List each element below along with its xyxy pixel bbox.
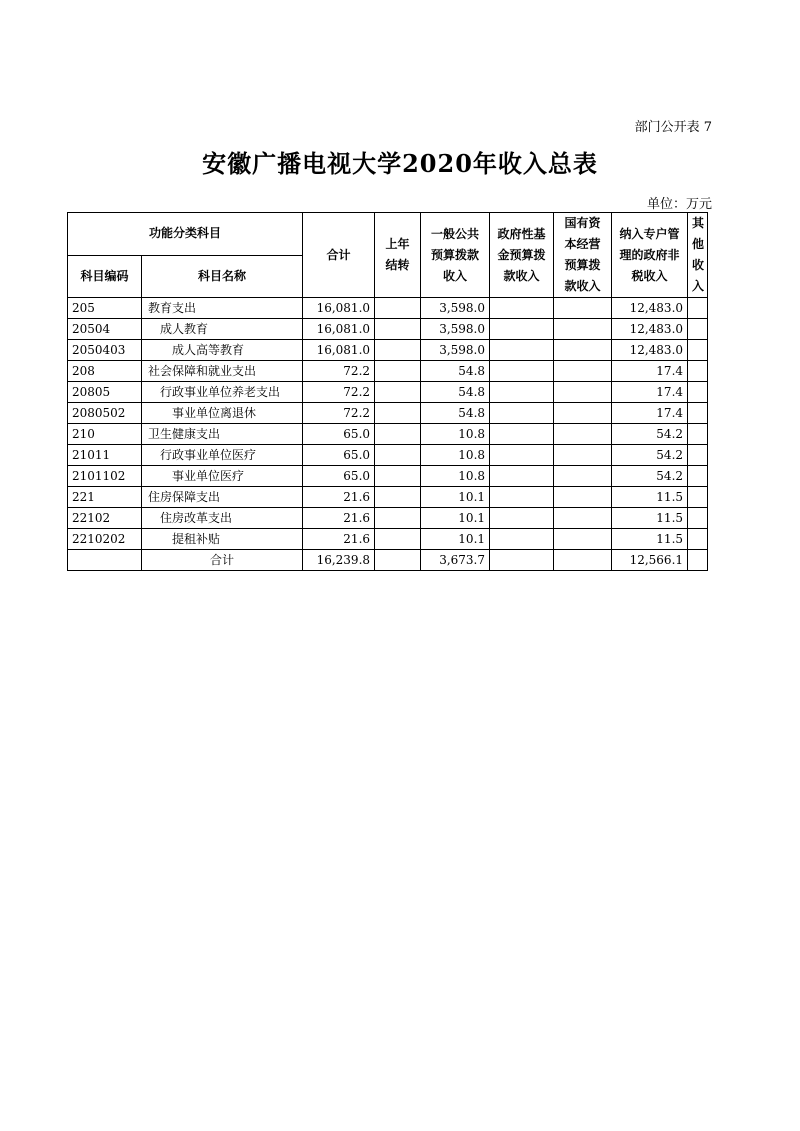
cell-code: 21011 [68, 445, 142, 466]
cell-total: 16,081.0 [303, 319, 375, 340]
cell-carryover [375, 550, 421, 571]
cell-general: 10.8 [421, 424, 490, 445]
cell-carryover [375, 298, 421, 319]
cell-code: 2080502 [68, 403, 142, 424]
cell-other [688, 445, 708, 466]
table-row [68, 508, 708, 529]
cell-stateasset [554, 403, 612, 424]
cell-total: 65.0 [303, 445, 375, 466]
cell-stateasset [554, 550, 612, 571]
unit-label: 单位：万元 [646, 197, 712, 212]
cell-general: 3,598.0 [421, 319, 490, 340]
cell-total: 21.6 [303, 508, 375, 529]
cell-general: 10.1 [421, 508, 490, 529]
table-row [68, 298, 708, 319]
table-number: 部门公开表 7 [634, 120, 712, 135]
cell-stateasset [554, 319, 612, 340]
cell-nontax: 17.4 [612, 403, 688, 424]
cell-carryover [375, 361, 421, 382]
cell-name: 合计 [142, 550, 303, 571]
cell-stateasset [554, 508, 612, 529]
cell-other [688, 340, 708, 361]
cell-other [688, 487, 708, 508]
cell-govfund [490, 298, 554, 319]
header-code: 科目编码 [68, 255, 142, 298]
cell-nontax: 11.5 [612, 529, 688, 550]
cell-other [688, 550, 708, 571]
cell-govfund [490, 319, 554, 340]
cell-code: 2210202 [68, 529, 142, 550]
total-row [68, 550, 708, 571]
table-row [68, 382, 708, 403]
cell-code: 22102 [68, 508, 142, 529]
cell-general: 10.1 [421, 487, 490, 508]
cell-name: 成人高等教育 [142, 340, 303, 361]
cell-general: 3,673.7 [421, 550, 490, 571]
cell-name: 事业单位离退休 [142, 403, 303, 424]
cell-nontax: 11.5 [612, 508, 688, 529]
cell-total: 72.2 [303, 403, 375, 424]
table-row [68, 529, 708, 550]
cell-govfund [490, 550, 554, 571]
table-row [68, 445, 708, 466]
table-body [68, 298, 708, 571]
cell-carryover [375, 340, 421, 361]
cell-other [688, 361, 708, 382]
cell-total: 16,239.8 [303, 550, 375, 571]
page-title: 安徽广播电视大学2020年收入总表 [202, 149, 598, 178]
cell-name: 住房改革支出 [142, 508, 303, 529]
header-non-tax: 纳入专户管 理的政府非 税收入 [612, 213, 688, 298]
cell-govfund [490, 361, 554, 382]
cell-nontax: 17.4 [612, 382, 688, 403]
cell-carryover [375, 529, 421, 550]
cell-total: 72.2 [303, 382, 375, 403]
header-carryover: 上年 结转 [375, 213, 421, 298]
cell-stateasset [554, 424, 612, 445]
cell-govfund [490, 508, 554, 529]
cell-nontax: 12,483.0 [612, 298, 688, 319]
cell-general: 54.8 [421, 382, 490, 403]
cell-carryover [375, 466, 421, 487]
cell-name: 社会保障和就业支出 [142, 361, 303, 382]
cell-carryover [375, 319, 421, 340]
cell-name: 教育支出 [142, 298, 303, 319]
cell-code: 208 [68, 361, 142, 382]
cell-stateasset [554, 445, 612, 466]
table-row [68, 466, 708, 487]
cell-name: 行政事业单位养老支出 [142, 382, 303, 403]
cell-other [688, 298, 708, 319]
header-gov-fund: 政府性基 金预算拨 款收入 [490, 213, 554, 298]
cell-nontax: 12,566.1 [612, 550, 688, 571]
cell-total: 16,081.0 [303, 340, 375, 361]
cell-nontax: 54.2 [612, 466, 688, 487]
header-state-capital: 国有资 本经营 预算拨 款收入 [554, 213, 612, 298]
cell-general: 10.8 [421, 445, 490, 466]
cell-code: 2101102 [68, 466, 142, 487]
cell-total: 72.2 [303, 361, 375, 382]
cell-general: 10.8 [421, 466, 490, 487]
table-header [68, 213, 708, 298]
cell-govfund [490, 529, 554, 550]
cell-stateasset [554, 298, 612, 319]
cell-code: 205 [68, 298, 142, 319]
cell-total: 21.6 [303, 529, 375, 550]
cell-stateasset [554, 529, 612, 550]
cell-carryover [375, 445, 421, 466]
cell-name: 行政事业单位医疗 [142, 445, 303, 466]
cell-name: 提租补贴 [142, 529, 303, 550]
header-other: 其他 收入 [688, 213, 708, 298]
header-total: 合计 [303, 213, 375, 298]
cell-stateasset [554, 361, 612, 382]
cell-name: 卫生健康支出 [142, 424, 303, 445]
table-row [68, 361, 708, 382]
cell-name: 住房保障支出 [142, 487, 303, 508]
cell-code: 2050403 [68, 340, 142, 361]
header-general-budget: 一般公共 预算拨款 收入 [421, 213, 490, 298]
cell-nontax: 54.2 [612, 424, 688, 445]
cell-nontax: 12,483.0 [612, 340, 688, 361]
cell-stateasset [554, 487, 612, 508]
cell-govfund [490, 403, 554, 424]
cell-stateasset [554, 466, 612, 487]
header-function-category: 功能分类科目 [68, 213, 303, 256]
cell-other [688, 529, 708, 550]
table-row [68, 424, 708, 445]
cell-general: 3,598.0 [421, 340, 490, 361]
cell-general: 54.8 [421, 403, 490, 424]
cell-other [688, 319, 708, 340]
cell-other [688, 508, 708, 529]
cell-nontax: 12,483.0 [612, 319, 688, 340]
cell-general: 10.1 [421, 529, 490, 550]
cell-stateasset [554, 382, 612, 403]
cell-other [688, 382, 708, 403]
cell-other [688, 466, 708, 487]
cell-nontax: 54.2 [612, 445, 688, 466]
cell-carryover [375, 382, 421, 403]
cell-carryover [375, 403, 421, 424]
table-row [68, 487, 708, 508]
cell-name: 成人教育 [142, 319, 303, 340]
income-summary-table [67, 212, 708, 571]
cell-carryover [375, 424, 421, 445]
cell-carryover [375, 487, 421, 508]
cell-total: 65.0 [303, 424, 375, 445]
cell-govfund [490, 466, 554, 487]
cell-general: 3,598.0 [421, 298, 490, 319]
table-row [68, 340, 708, 361]
cell-name: 事业单位医疗 [142, 466, 303, 487]
header-name: 科目名称 [142, 255, 303, 298]
cell-nontax: 17.4 [612, 361, 688, 382]
cell-govfund [490, 340, 554, 361]
cell-other [688, 403, 708, 424]
cell-govfund [490, 424, 554, 445]
cell-govfund [490, 445, 554, 466]
cell-total: 21.6 [303, 487, 375, 508]
cell-nontax: 11.5 [612, 487, 688, 508]
cell-code [68, 550, 142, 571]
cell-carryover [375, 508, 421, 529]
table-row [68, 403, 708, 424]
cell-code: 210 [68, 424, 142, 445]
cell-total: 65.0 [303, 466, 375, 487]
table-row [68, 319, 708, 340]
cell-general: 54.8 [421, 361, 490, 382]
cell-other [688, 424, 708, 445]
cell-stateasset [554, 340, 612, 361]
cell-govfund [490, 487, 554, 508]
cell-total: 16,081.0 [303, 298, 375, 319]
cell-code: 221 [68, 487, 142, 508]
cell-govfund [490, 382, 554, 403]
cell-code: 20504 [68, 319, 142, 340]
cell-code: 20805 [68, 382, 142, 403]
